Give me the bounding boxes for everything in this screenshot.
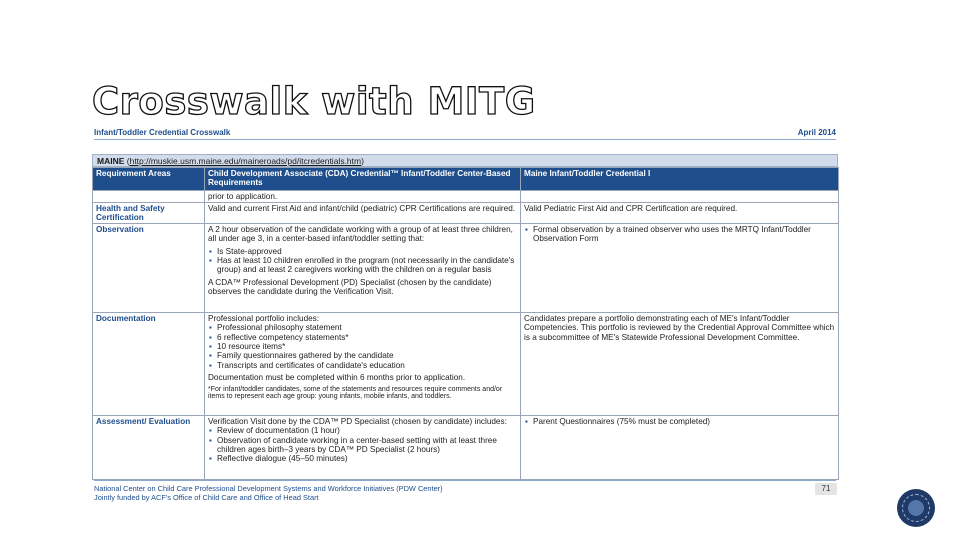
- table-row: [93, 312, 839, 415]
- column-header: Child Development Associate (CDA) Credential™ Infant/Toddler Center-Based Requirements: [205, 168, 521, 191]
- cda-cell: Valid and current First Aid and infant/child (pediatric) CPR Certifications are required.: [205, 203, 521, 224]
- cell-text: A 2 hour observation of the candidate working with a group of at least three children, all under age 3, in a center-based infant/toddler setting that:: [208, 224, 513, 244]
- requirement-area: [93, 191, 205, 203]
- table-row: [93, 203, 839, 224]
- list-item: ▪ Review of documentation (1 hour): [208, 426, 517, 435]
- page-number: 71: [815, 483, 837, 495]
- requirement-area: Health and Safety Certification: [93, 203, 205, 224]
- maine-cell: [521, 223, 839, 312]
- bullet-list: [524, 225, 835, 244]
- document-header: [94, 127, 836, 139]
- header-rule: [94, 139, 836, 140]
- ncecdtl-seal-icon: [897, 489, 935, 527]
- list-item: ▪ 6 reflective competency statements*: [208, 333, 517, 342]
- list-item: ▪ Parent Questionnaires (75% must be completed): [524, 417, 835, 426]
- requirement-area: Observation: [93, 223, 205, 312]
- document-footer: [94, 485, 443, 502]
- list-item: ▪ Is State-approved: [208, 247, 517, 256]
- maine-cell: [521, 191, 839, 203]
- list-item: ▪ Has at least 10 children enrolled in the program (not necessarily in the candidate's group) and at least 2 caregivers working with the children on a regular basis: [208, 256, 517, 275]
- list-item: ▪ Family questionnaires gathered by the candidate: [208, 351, 517, 360]
- table-row: [93, 415, 839, 479]
- column-header: Maine Infant/Toddler Credential I: [521, 168, 839, 191]
- document-date: April 2014: [797, 128, 836, 137]
- state-link[interactable]: http://muskie.usm.maine.edu/maineroads/pd/itcredentials.htm: [129, 156, 362, 166]
- bullet-list: [208, 247, 517, 275]
- footer-line: Jointly funded by ACF's Office of Child Care and Office of Head Start: [94, 492, 319, 502]
- list-item: ▪ Reflective dialogue (45–50 minutes): [208, 454, 517, 463]
- maine-cell: Valid Pediatric First Aid and CPR Certification are required.: [521, 203, 839, 224]
- bullet-list: [208, 323, 517, 370]
- requirement-area: Assessment/ Evaluation: [93, 415, 205, 479]
- cell-text: Documentation must be completed within 6 months prior to application.: [208, 373, 466, 383]
- list-item: ▪ Formal observation by a trained observer who uses the MRTQ Infant/Toddler Observation Form: [524, 225, 835, 244]
- cell-text: Professional portfolio includes:: [208, 313, 320, 323]
- requirement-area: Documentation: [93, 312, 205, 415]
- table-row: [93, 191, 839, 203]
- list-item: ▪ 10 resource items*: [208, 342, 517, 351]
- cda-cell: [205, 312, 521, 415]
- table-row: [93, 223, 839, 312]
- slide-title: Crosswalk with MITG: [92, 80, 536, 123]
- maine-cell: [521, 415, 839, 479]
- list-item: ▪ Professional philosophy statement: [208, 323, 517, 332]
- list-item: ▪ Transcripts and certificates of candidate's education: [208, 361, 517, 370]
- footnote-text: *For infant/toddler candidates, some of the statements and resources require comments and/or items to represent each age group: young infants, mobile infants, and toddlers.: [208, 385, 503, 401]
- footer-line: National Center on Child Care Professional Development Systems and Workforce Initiatives (PDW Center): [94, 484, 443, 493]
- maine-cell: Candidates prepare a portfolio demonstrating each of ME's Infant/Toddler Competencies. This portfolio is reviewed by the Credential Approval Committee which is a subcommittee of ME's Statewide Professional Development Committee.: [521, 312, 839, 415]
- cell-text: Verification Visit done by the CDA™ PD Specialist (chosen by candidate) includes:: [208, 416, 507, 426]
- column-header: Requirement Areas: [93, 168, 205, 191]
- table-header-row: [93, 168, 839, 191]
- cell-text: A CDA™ Professional Development (PD) Specialist (chosen by the candidate) observes the candidate during the Verification Visit.: [208, 277, 492, 297]
- cda-cell: [205, 223, 521, 312]
- bullet-list: [208, 426, 517, 464]
- document-title: Infant/Toddler Credential Crosswalk: [94, 128, 231, 137]
- list-item: ▪ Observation of candidate working in a center-based setting with at least three children ages birth–3 years by CDA™ PD Specialist (2 hours): [208, 436, 517, 455]
- state-label: MAINE: [97, 156, 125, 166]
- crosswalk-table: [92, 167, 839, 480]
- cda-cell: prior to application.: [205, 191, 521, 203]
- state-bar: MAINE (http://muskie.usm.maine.edu/maineroads/pd/itcredentials.htm): [92, 154, 838, 167]
- cda-cell: [205, 415, 521, 479]
- footer-rule: [94, 480, 836, 481]
- bullet-list: [524, 417, 835, 426]
